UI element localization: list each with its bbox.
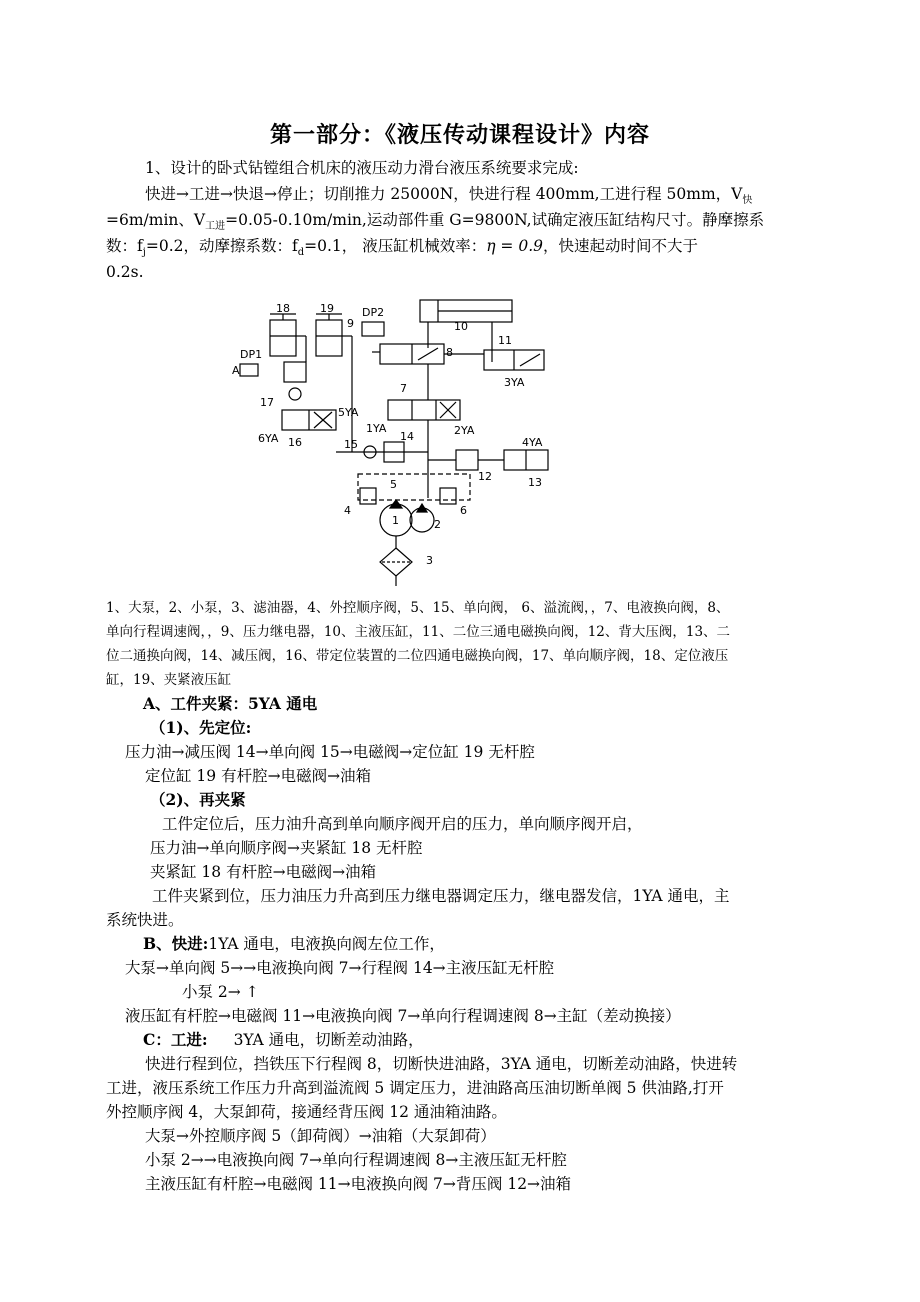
section-c-heading: C：工进: [143,1030,208,1049]
label-1ya: 1YA [366,422,387,435]
label-8: 8 [446,346,453,359]
section-b-heading: B、快进: [143,934,209,953]
label-5ya: 5YA [338,406,359,419]
section-c-line [143,1030,424,1050]
caption-line-1: 1、大泵，2、小泵，3、滤油器，4、外控顺序阀，5、15、单向阀， 6、溢流阀，，7、电液换向阀，8、 [106,600,730,616]
intro-line-4d: ，快速起动时间不大于 [543,237,699,255]
b-line-1: 大泵→单向阀 5→→电液换向阀 7→行程阀 14→主液压缸无杆腔 [125,959,555,977]
label-3: 3 [426,554,433,567]
section-b-heading-rest: 1YA 通电，电液换向阀左位工作， [208,935,445,953]
a2-line-3: 夹紧缸 18 有杆腔→电磁阀→油箱 [150,863,377,881]
intro-line-1: 1、设计的卧式钻镗组合机床的液压动力滑台液压系统要求完成: [145,159,579,177]
label-a: A [232,364,240,377]
a2-line-2: 压力油→单向顺序阀→夹紧缸 18 无杆腔 [150,839,423,857]
intro-line-4b: =0.2，动摩擦系数：f [145,237,298,255]
sequence-valve-4 [360,488,376,504]
label-dp2: DP2 [362,306,385,319]
label-15: 15 [344,438,358,451]
intro-line-3a: =6m/min、V [106,211,206,229]
a1-line-2: 定位缸 19 有杆腔→电磁阀→油箱 [145,767,372,785]
label-11: 11 [498,334,512,347]
intro-line-4 [106,236,698,259]
a2-line-4: 工件夹紧到位，压力油压力升高到压力继电器调定压力，继电器发信，1YA 通电，主 [152,887,730,905]
a1-line-1: 压力油→减压阀 14→单向阀 15→电磁阀→定位缸 19 无杆腔 [125,743,535,761]
caption-line-4: 缸，19、夹紧液压缸 [106,672,232,688]
intro-line-4c: =0.1， 液压缸机械效率： [304,237,487,255]
cylinder-18 [270,320,296,356]
pressure-switch-9 [362,322,384,336]
label-10: 10 [454,320,468,333]
cylinder-19 [316,320,342,356]
section-a2-heading: （2)、再夹紧 [150,790,246,809]
b-line-2: 小泵 2→ ↑ [182,983,259,1001]
label-13: 13 [528,476,542,489]
label-4: 4 [344,504,351,517]
label-19: 19 [320,302,334,315]
page-title: 第一部分：《液压传动课程设计》内容 [269,122,650,148]
label-9: 9 [347,317,354,330]
label-6: 6 [460,504,467,517]
section-b-line [143,934,445,954]
label-6ya: 6YA [258,432,279,445]
a2-line-5: 系统快进。 [106,911,184,929]
intro-line-2 [145,184,752,207]
label-17: 17 [260,396,274,409]
c-line-4: 大泵→外控顺序阀 5（卸荷阀）→油箱（大泵卸荷） [145,1127,496,1145]
a2-line-1: 工件定位后，压力油升高到单向顺序阀开启的压力，单向顺序阀开启， [162,815,643,833]
caption-line-3: 位二通换向阀，14、减压阀，16、带定位装置的二位四通电磁换向阀，17、单向顺序阀，18、定位液压 [106,648,729,664]
intro-line-4-sub1: j [142,247,146,258]
section-a-heading: A、工件夹紧：5YA 通电 [143,694,318,713]
label-5: 5 [390,478,397,491]
label-2: 2 [434,518,441,531]
section-c-heading-rest: 3YA 通电，切断差动油路， [233,1031,424,1049]
label-18: 18 [276,302,290,315]
intro-line-2-sub: 快 [742,195,753,206]
check-valve-17 [289,388,301,400]
c-line-6: 主液压缸有杆腔→电磁阀 11→电液换向阀 7→背压阀 12→油箱 [145,1175,572,1193]
intro-line-3b: =0.05-0.10m/min,运动部件重 G=9800N,试确定液压缸结构尺寸。静摩擦系 [225,211,765,229]
efficiency-formula: η = 0.9 [486,237,543,255]
c-line-1: 快进行程到位，挡铁压下行程阀 8，切断快进油路，3YA 通电，切断差动油路，快进转 [145,1055,738,1073]
caption-line-2: 单向行程调速阀，，9、压力继电器，10、主液压缸，11、二位三通电磁换向阀，12、背大压阀，13、二 [106,624,731,640]
c-line-5: 小泵 2→→电液换向阀 7→单向行程调速阀 8→主液压缸无杆腔 [145,1151,567,1169]
label-4ya: 4YA [522,436,543,449]
label-14: 14 [400,430,414,443]
label-7: 7 [400,382,407,395]
b-line-3: 液压缸有杆腔→电磁阀 11→电液换向阀 7→单向行程调速阀 8→主缸（差动换接） [125,1007,681,1025]
label-16: 16 [288,436,302,449]
pressure-switch-dp1 [240,364,258,376]
intro-line-3 [106,210,764,233]
intro-line-5: 0.2s. [106,263,144,281]
hydraulic-circuit-diagram [232,292,562,588]
label-12: 12 [478,470,492,483]
pump-group-box [358,474,470,500]
label-dp1: DP1 [240,348,263,361]
intro-line-4a: 数：f [106,237,143,255]
section-a1-heading: （1)、先定位: [150,718,252,737]
intro-line-4-sub2: d [297,247,305,258]
back-pressure-valve-12 [456,450,478,470]
valve-7 [388,400,460,420]
label-2ya: 2YA [454,424,475,437]
intro-line-2-text: 快进→工进→快退→停止；切削推力 25000N，快进行程 400mm,工进行程 50mm，V [145,185,743,203]
sequence-valve-17 [284,362,306,382]
label-1: 1 [392,514,399,527]
intro-line-3-sub: 工进 [205,221,226,232]
label-3ya: 3YA [504,376,525,389]
c-line-2: 工进，液压系统工作压力升高到溢流阀 5 调定压力，进油路高压油切断单阀 5 供油路,打开 [106,1079,724,1097]
c-line-3: 外控顺序阀 4，大泵卸荷，接通经背压阀 12 通油箱油路。 [106,1103,507,1121]
relief-valve-6 [440,488,456,504]
